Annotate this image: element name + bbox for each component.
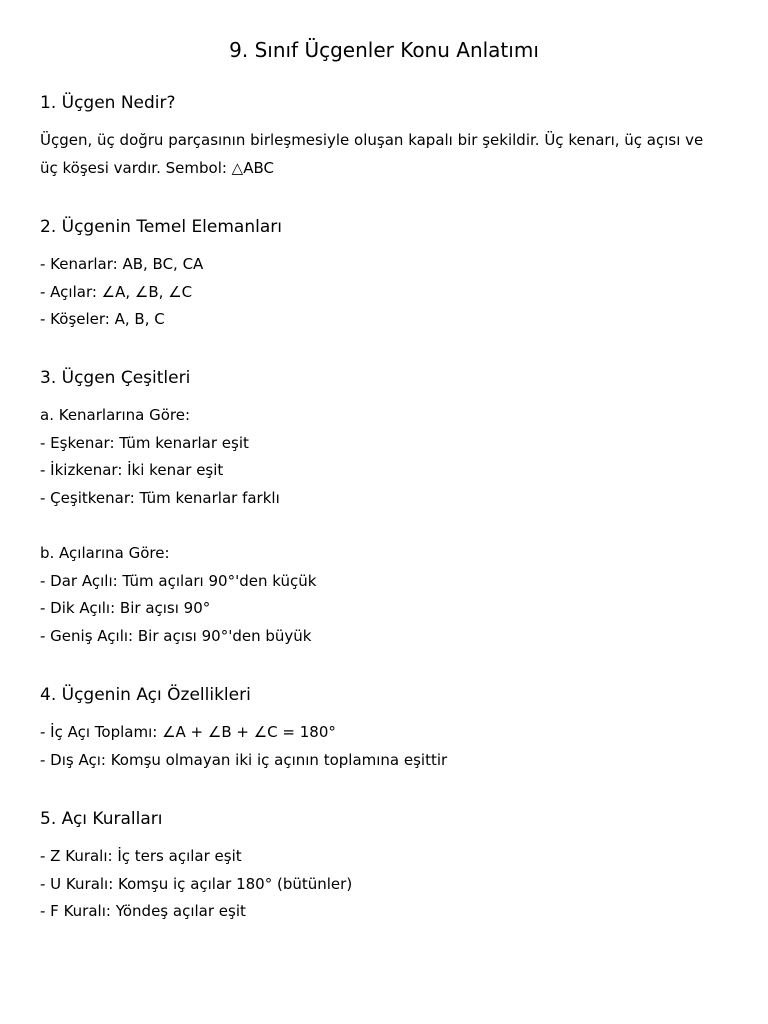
- list-item: - U Kuralı: Komşu iç açılar 180° (bütünler): [40, 875, 353, 893]
- section-heading-ucgen-cesitleri: 3. Üçgen Çeşitleri: [40, 368, 191, 388]
- list-item: - İkizkenar: İki kenar eşit: [40, 461, 224, 479]
- subsection-label: a. Kenarlarına Göre:: [40, 406, 190, 424]
- section-heading-aci-kurallari: 5. Açı Kuralları: [40, 809, 163, 829]
- document-title: 9. Sınıf Üçgenler Konu Anlatımı: [229, 38, 539, 62]
- section-heading-ucgen-nedir: 1. Üçgen Nedir?: [40, 93, 176, 113]
- list-item: - Dik Açılı: Bir açısı 90°: [40, 599, 211, 617]
- list-item: - Eşkenar: Tüm kenarlar eşit: [40, 434, 249, 452]
- list-item: - Kenarlar: AB, BC, CA: [40, 255, 204, 273]
- list-item: - Çeşitkenar: Tüm kenarlar farklı: [40, 489, 280, 507]
- list-item: - F Kuralı: Yöndeş açılar eşit: [40, 902, 246, 920]
- paragraph-line: üç köşesi vardır. Sembol: △ABC: [40, 159, 274, 177]
- section-heading-temel-elemanlar: 2. Üçgenin Temel Elemanları: [40, 217, 282, 237]
- subsection-label: b. Açılarına Göre:: [40, 544, 170, 562]
- list-item: - İç Açı Toplamı: ∠A + ∠B + ∠C = 180°: [40, 723, 336, 741]
- list-item: - Geniş Açılı: Bir açısı 90°'den büyük: [40, 627, 312, 645]
- list-item: - Açılar: ∠A, ∠B, ∠C: [40, 283, 193, 301]
- paragraph-line: Üçgen, üç doğru parçasının birleşmesiyle oluşan kapalı bir şekildir. Üç kenarı, üç açısı ve: [40, 131, 704, 149]
- list-item: - Dış Açı: Komşu olmayan iki iç açının toplamına eşittir: [40, 751, 448, 769]
- list-item: - Köşeler: A, B, C: [40, 310, 165, 328]
- list-item: - Z Kuralı: İç ters açılar eşit: [40, 847, 242, 865]
- list-item: - Dar Açılı: Tüm açıları 90°'den küçük: [40, 572, 317, 590]
- section-heading-aci-ozellikleri: 4. Üçgenin Açı Özellikleri: [40, 685, 251, 705]
